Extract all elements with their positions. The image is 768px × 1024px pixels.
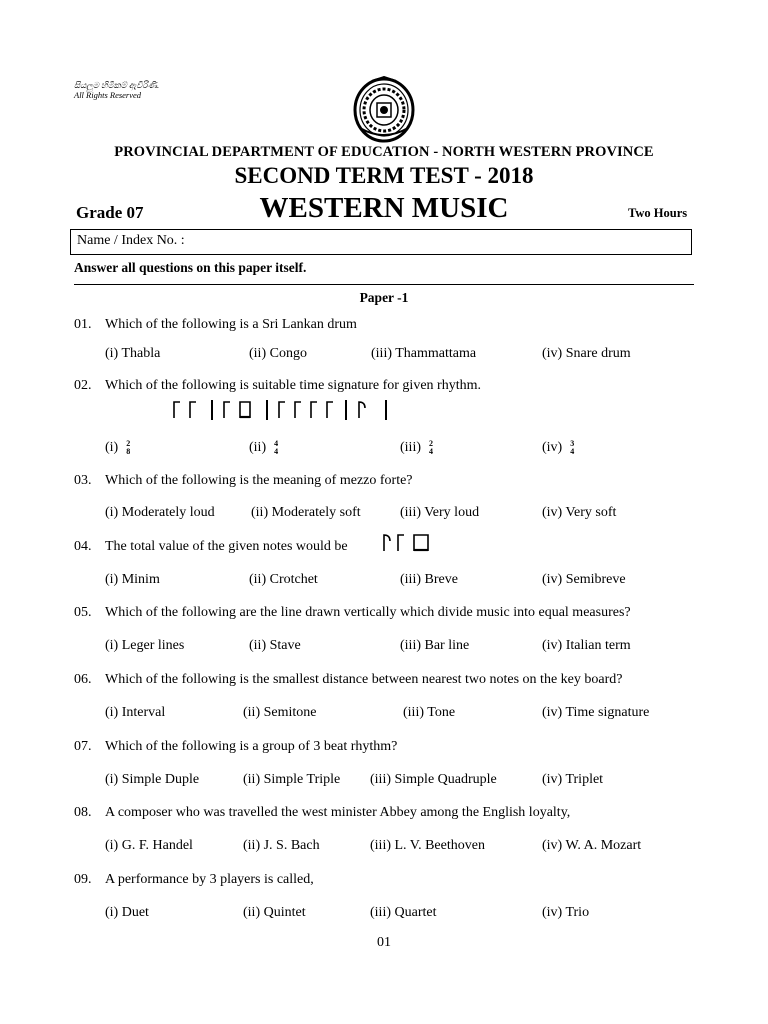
question-text: The total value of the given notes would be (105, 539, 348, 554)
option[interactable]: (iii) Quartet (370, 905, 437, 920)
option[interactable]: (iv) Triplet (542, 772, 604, 787)
page-number: 01 (377, 935, 391, 950)
option[interactable]: (iii) L. V. Beethoven (370, 838, 485, 853)
option[interactable]: (i) Leger lines (105, 638, 185, 653)
rights-english: All Rights Reserved (74, 90, 142, 100)
option[interactable]: (i) G. F. Handel (105, 838, 193, 853)
question-text: Which of the following is a group of 3 beat rhythm? (105, 739, 398, 754)
option[interactable]: (iv) W. A. Mozart (542, 838, 642, 853)
option[interactable]: (ii) Stave (249, 638, 301, 653)
option[interactable]: (iii) Thammattama (371, 346, 477, 361)
name-index-field[interactable] (70, 229, 692, 255)
question-number: 02. (74, 378, 92, 393)
option[interactable]: (iv) 3 4 (542, 439, 575, 456)
question-number: 06. (74, 672, 92, 687)
option[interactable]: (ii) J. S. Bach (243, 838, 320, 853)
question-text: Which of the following is a Sri Lankan drum (105, 317, 357, 332)
option[interactable]: (iii) 2 4 (400, 439, 433, 456)
question-text: A performance by 3 players is called, (105, 872, 314, 887)
term-title: SECOND TERM TEST - 2018 (234, 163, 534, 188)
option[interactable]: (i) Simple Duple (105, 772, 200, 787)
question-number: 03. (74, 473, 92, 488)
option[interactable]: (iii) Breve (400, 572, 458, 587)
option[interactable]: (iv) Time signature (542, 705, 650, 720)
paper-title: Paper -1 (359, 290, 409, 305)
option[interactable]: (iii) Tone (403, 705, 456, 720)
option[interactable]: (ii) Simple Triple (243, 772, 341, 787)
question-text: A composer who was travelled the west minister Abbey among the English loyalty, (105, 805, 571, 820)
option[interactable]: (iv) Italian term (542, 638, 631, 653)
option[interactable]: (iv) Snare drum (542, 346, 631, 361)
option[interactable]: (ii) Congo (249, 346, 307, 361)
option[interactable]: (iii) Simple Quadruple (370, 772, 497, 787)
provincial-emblem-icon (352, 76, 416, 144)
question-text: Which of the following is the smallest distance between nearest two notes on the key board? (105, 672, 623, 687)
rights-sinhala: සියලුම හිමිකම් ඇවිරිණි. (74, 80, 160, 90)
option[interactable]: (ii) Moderately soft (251, 505, 361, 520)
option[interactable]: (iv) Very soft (542, 505, 617, 520)
duration-label: Two Hours (628, 206, 688, 220)
question-number: 08. (74, 805, 92, 820)
option[interactable]: (iii) Very loud (400, 505, 480, 520)
divider (74, 284, 694, 285)
option[interactable]: (i) Thabla (105, 346, 161, 361)
option[interactable]: (iv) Semibreve (542, 572, 626, 587)
subject-title: WESTERN MUSIC (259, 192, 509, 224)
grade-label: Grade 07 (76, 203, 144, 222)
option[interactable]: (i) Duet (105, 905, 149, 920)
option[interactable]: (iii) Bar line (400, 638, 470, 653)
option[interactable]: (i) Minim (105, 572, 160, 587)
option[interactable]: (ii) Semitone (243, 705, 317, 720)
question-number: 04. (74, 539, 92, 554)
notes-value-icon (378, 531, 438, 555)
option[interactable]: (i) 2 8 (105, 439, 131, 456)
department-title: PROVINCIAL DEPARTMENT OF EDUCATION - NORTH WESTERN PROVINCE (114, 144, 654, 160)
option[interactable]: (i) Moderately loud (105, 505, 215, 520)
option[interactable]: (ii) Quintet (243, 905, 306, 920)
question-number: 01. (74, 317, 92, 332)
question-text: Which of the following is the meaning of mezzo forte? (105, 473, 413, 488)
question-number: 07. (74, 739, 92, 754)
question-text: Which of the following is suitable time signature for given rhythm. (105, 378, 481, 393)
option[interactable]: (i) Interval (105, 705, 166, 720)
option[interactable]: (iv) Trio (542, 905, 590, 920)
option[interactable]: (ii) 4 4 (249, 439, 279, 456)
rights-notice (74, 80, 159, 100)
option[interactable]: (ii) Crotchet (249, 572, 318, 587)
question-number: 05. (74, 605, 92, 620)
name-index-label: Name / Index No. : (77, 233, 185, 248)
question-text: Which of the following are the line drawn vertically which divide music into equal measures? (105, 605, 631, 620)
rhythm-notation-icon (170, 398, 395, 424)
instruction-text: Answer all questions on this paper itself. (74, 260, 307, 275)
question-number: 09. (74, 872, 92, 887)
